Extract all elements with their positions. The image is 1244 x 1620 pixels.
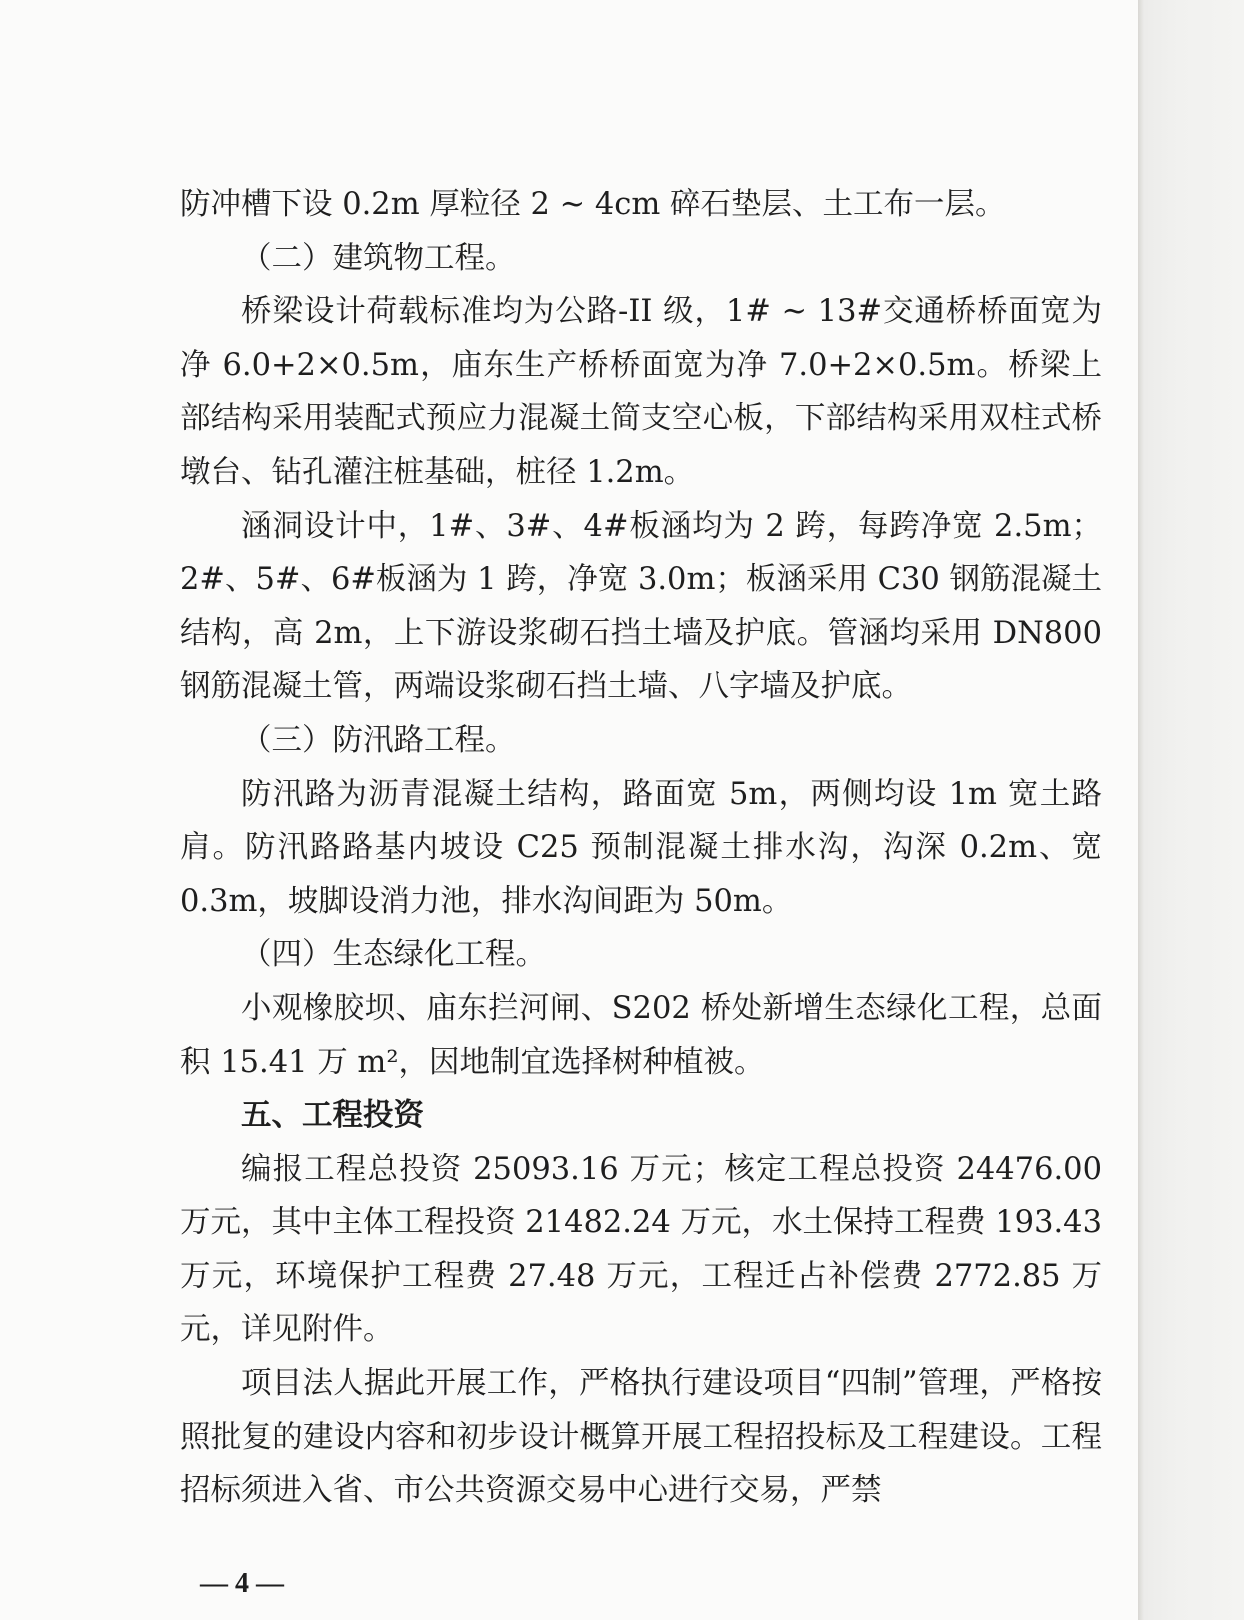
paragraph-continuation: 防冲槽下设 0.2m 厚粒径 2 ~ 4cm 碎石垫层、土工布一层。 xyxy=(180,187,1006,222)
paragraph-greening: 小观橡胶坝、庙东拦河闸、S202 桥处新增生态绿化工程，总面积 15.41 万 m²，因地制宜选择树种植被。 xyxy=(180,990,1102,1080)
page-edge-shadow xyxy=(1138,0,1244,1620)
paragraph-culverts: 涵洞设计中，1#、3#、4#板涵均为 2 跨，每跨净宽 2.5m； 2#、5#、6#板涵为 1 跨，净宽 3.0m；板涵采用 C30 钢筋混凝土结构，高 2m，上下游设浆砌石挡土墙及护底。管涵均采用 DN800 钢筋混凝土管，两端设浆砌石挡土墙、八字墙及护底。 xyxy=(180,508,1102,705)
paragraph-project-management: 项目法人据此开展工作，严格执行建设项目“四制”管理，严格按照批复的建设内容和初步设计概算开展工程招投标及工程建设。工程招标须进入省、市公共资源交易中心进行交易，严禁 xyxy=(180,1366,1102,1509)
document-body xyxy=(180,178,1102,1518)
subheading-flood-road: （三）防汛路工程。 xyxy=(241,722,516,758)
paragraph-bridges: 桥梁设计荷载标准均为公路-II 级，1# ~ 13#交通桥桥面宽为净 6.0+2×0.5m，庙东生产桥桥面宽为净 7.0+2×0.5m。桥梁上部结构采用装配式预应力混凝土简支空心板，下部结构采用双柱式桥墩台、钻孔灌注桩基础，桩径 1.2m。 xyxy=(180,294,1102,490)
section-heading-investment: 五、工程投资 xyxy=(241,1098,424,1134)
paragraph-investment: 编报工程总投资 25093.16 万元；核定工程总投资 24476.00 万元，其中主体工程投资 21482.24 万元，水土保持工程费 193.43 万元，环境保护工程费 27.48 万元，工程迁占补偿费 2772.85 万元，详见附件。 xyxy=(180,1151,1102,1348)
page-number: — 4 — xyxy=(200,1568,284,1599)
paragraph-flood-road: 防汛路为沥青混凝土结构，路面宽 5m，两侧均设 1m 宽土路肩。防汛路路基内坡设 C25 预制混凝土排水沟，沟深 0.2m、宽 0.3m，坡脚设消力池，排水沟间距为 50m。 xyxy=(180,776,1102,919)
subheading-greening: （四）生态绿化工程。 xyxy=(241,937,546,973)
subheading-buildings: （二）建筑物工程。 xyxy=(241,240,516,276)
